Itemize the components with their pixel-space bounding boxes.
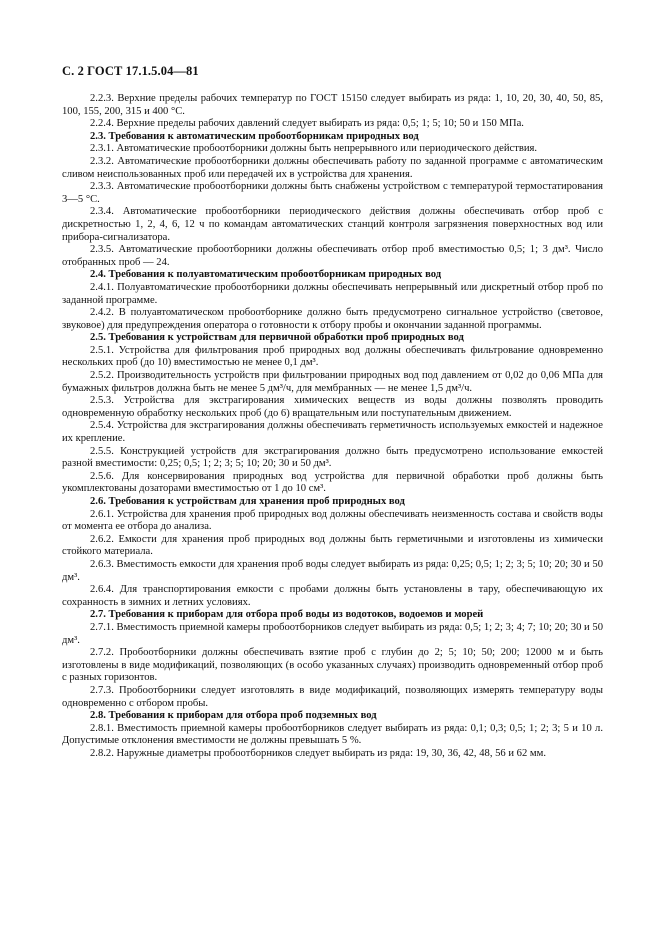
paragraph: 2.2.3. Верхние пределы рабочих температур по ГОСТ 15150 следует выбирать из ряда: 1, 10, 20, 30, 40, 50, 85, 100, 155, 200, 315 и 400 °С.: [62, 93, 603, 117]
section-heading: 2.8. Требования к приборам для отбора проб подземных вод: [90, 710, 377, 722]
paragraph: 2.7.1. Вместимость приемной камеры пробоотборников следует выбирать из ряда: 0,5; 1; 2; 3; 4; 7; 10; 20; 30 и 50 дм³.: [62, 621, 603, 646]
paragraph: 2.5.4. Устройства для экстрагирования должны обеспечивать герметичность используемых емкостей и надежное их крепление.: [62, 420, 603, 445]
paragraph: 2.3.4. Автоматические пробоотборники периодического действия должны обеспечивать отбор проб с дискретностью 1, 2, 4, 6, 12 ч по командам автоматических станций контроля загрязнения поверхностных вод или прибора-сигнализатора.: [62, 206, 603, 243]
paragraph: 2.3.2. Автоматические пробоотборники должны обеспечивать работу по заданной программе с автоматическим сливом неиспользованных проб или передачей их в устройства для хранения.: [62, 155, 603, 180]
paragraph: 2.3.3. Автоматические пробоотборники должны быть снабжены устройством с температурой термостатирования 3—5 °С.: [62, 181, 603, 205]
paragraph: 2.7.2. Пробоотборники должны обеспечивать взятие проб с глубин до 2; 5; 10; 50; 200; 12000 м и быть изготовлены в виде модификаций, позволяющих (в особо указанных случаях) производить одновременный отбор проб с разных горизонтов.: [62, 647, 603, 684]
paragraph: 2.5.5. Конструкцией устройств для экстрагирования должно быть предусмотрено использование емкостей разной вместимости: 0,25; 0,5; 1; 2; 3; 5; 10; 20; 30 и 50 дм³.: [62, 445, 603, 470]
document-body: [62, 93, 603, 760]
page-header: С. 2 ГОСТ 17.1.5.04—81: [62, 64, 199, 78]
paragraph: 2.5.6. Для консервирования природных вод устройства для первичной обработки проб должны быть укомплектованы дозаторами вместимостью от 1 до 10 см³.: [62, 470, 603, 495]
paragraph: 2.8.1. Вместимость приемной камеры пробоотборников следует выбирать из ряда: 0,1; 0,3; 0,5; 1; 2; 3; 5 и 10 л. Допустимые отклонения вместимости не должны превышать 5 %.: [62, 722, 603, 747]
paragraph: 2.7.3. Пробоотборники следует изготовлять в виде модификаций, позволяющих измерять температуру воды одновременно с отбором пробы.: [62, 684, 603, 709]
section-heading: 2.7. Требования к приборам для отбора проб воды из водотоков, водоемов и морей: [90, 609, 484, 621]
paragraph: 2.3.1. Автоматические пробоотборники должны быть непрерывного или периодического действия.: [90, 143, 538, 155]
paragraph: 2.2.4. Верхние пределы рабочих давлений следует выбирать из ряда: 0,5; 1; 5; 10; 50 и 150 МПа.: [90, 118, 524, 130]
paragraph: 2.4.2. В полуавтоматическом пробоотборнике должно быть предусмотрено сигнальное устройство (световое, звуковое) для предупреждения оператора о готовности к отбору пробы и окончании заданной программы.: [62, 307, 603, 331]
paragraph: 2.6.4. Для транспортирования емкости с пробами должны быть установлены в тару, обеспечивающую их сохранность в зимних и летних условиях.: [62, 584, 603, 608]
section-heading: 2.3. Требования к автоматическим пробоотборникам природных вод: [90, 130, 419, 142]
paragraph: 2.6.1. Устройства для хранения проб природных вод должны обеспечивать неизменность состава и свойств воды от момента ее отбора до анализа.: [62, 508, 603, 533]
paragraph: 2.8.2. Наружные диаметры пробоотборников следует выбирать из ряда: 19, 30, 36, 42, 48, 56 и 62 мм.: [90, 747, 546, 759]
section-heading: 2.5. Требования к устройствам для первичной обработки проб природных вод: [90, 332, 464, 344]
paragraph: 2.5.2. Производительность устройств при фильтровании природных вод под давлением от 0,02 до 0,06 МПа для бумажных фильтров должна быть не менее 5 дм³/ч, для мембранных — не менее 1,5 дм³/ч.: [62, 370, 603, 394]
paragraph: 2.4.1. Полуавтоматические пробоотборники должны обеспечивать непрерывный или дискретный отбор проб по заданной программе.: [62, 281, 603, 306]
paragraph: 2.6.3. Вместимость емкости для хранения проб воды следует выбирать из ряда: 0,25; 0,5; 1; 2; 3; 5; 10; 20; 30 и 50 дм³.: [62, 558, 603, 583]
paragraph: 2.3.5. Автоматические пробоотборники должны обеспечивать отбор проб вместимостью 0,5; 1; 3 дм³. Число отобранных проб — 24.: [62, 244, 603, 268]
section-heading: 2.4. Требования к полуавтоматическим пробоотборникам природных вод: [90, 269, 442, 281]
section-heading: 2.6. Требования к устройствам для хранения проб природных вод: [90, 496, 405, 507]
paragraph: 2.6.2. Емкости для хранения проб природных вод должны быть герметичными и изготовлены из химически стойкого материала.: [62, 533, 603, 558]
paragraph: 2.5.3. Устройства для экстрагирования химических веществ из воды должны позволять проводить одновременную обработку нескольких проб (до 6) вращательным или поступательным движением.: [62, 395, 603, 419]
paragraph: 2.5.1. Устройства для фильтрования проб природных вод должны обеспечивать фильтрование одновременно нескольких проб (до 10) вместимостью не менее 0,1 дм³.: [62, 344, 603, 369]
